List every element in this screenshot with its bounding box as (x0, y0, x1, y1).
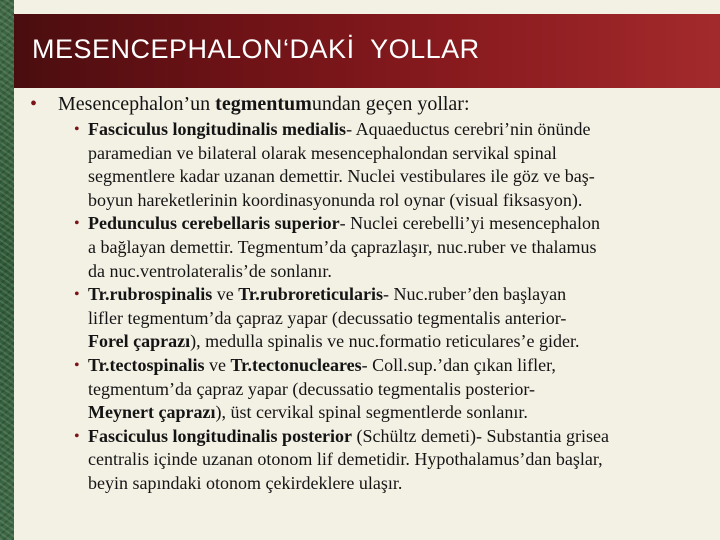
text-segment: segmentlere kadar uzanan demettir. Nuclei vestibulares ile göz ve baş- (88, 166, 595, 187)
list-item-line (88, 189, 720, 213)
bold-term: Meynert çaprazı (88, 402, 216, 423)
list-item-line (88, 330, 720, 354)
bold-term: Tr.rubrospinalis (88, 284, 213, 305)
intro-bullet (30, 92, 720, 116)
intro-text-bold: tegmentum (215, 93, 312, 115)
list-item-line (88, 165, 720, 189)
bold-term: Fasciculus longitudinalis medialis (88, 119, 347, 139)
text-segment: - Coll.sup.’dan çıkan lifler, (361, 354, 556, 375)
text-segment: beyin sapındaki otonom çekirdeklere ulaşır. (88, 472, 403, 493)
list-item (30, 283, 720, 354)
list-item-line (88, 378, 720, 402)
list-item-line (88, 425, 720, 449)
title-bar (14, 14, 720, 88)
text-segment: (Schültz demeti)- Substantia grisea (352, 425, 609, 446)
intro-text-before: Mesencephalon’un (58, 93, 216, 115)
text-segment: ), üst cervikal spinal segmentlerde sonlanır. (215, 402, 528, 423)
sub-bullet-list (30, 118, 720, 496)
list-item (30, 118, 720, 212)
list-item (30, 425, 720, 496)
bullet-icon: • (74, 121, 80, 138)
text-segment: da nuc.ventrolateralis’de sonlanır. (88, 260, 332, 281)
bold-term: Fasciculus longitudinalis posterior (88, 425, 353, 446)
bullet-icon: • (74, 427, 80, 445)
list-item-line (88, 448, 720, 472)
list-item (30, 354, 720, 425)
bullet-icon: • (30, 93, 38, 115)
list-item-line (88, 307, 720, 331)
text-segment: ), medulla spinalis ve nuc.formatio reticulares’e gider. (190, 331, 580, 352)
bullet-icon: • (74, 356, 80, 374)
text-segment: - Aquaeductus cerebri’nin önünde (346, 119, 591, 139)
text-segment: tegmentum’da çapraz yapar (decussatio tegmentalis posterior- (88, 378, 535, 399)
list-item-line (88, 260, 720, 284)
bullet-icon: • (74, 286, 80, 304)
text-segment: boyun hareketlerinin koordinasyonunda rol oynar (visual fiksasyon). (88, 189, 583, 210)
text-segment: - Nuc.ruber’den başlayan (383, 284, 567, 305)
text-segment: lifler tegmentum’da çapraz yapar (decussatio tegmentalis anterior- (88, 307, 567, 328)
intro-text-after: undan geçen yollar: (311, 93, 470, 115)
text-segment: paramedian ve bilateral olarak mesencephalondan servikal spinal (88, 142, 557, 163)
text-segment: - Nuclei cerebelli’yi mesencephalon (339, 213, 601, 234)
bold-term: Tr.rubroreticularis (238, 284, 384, 305)
list-item-line (88, 401, 720, 425)
text-segment: ve (212, 284, 239, 305)
list-item-line (88, 354, 720, 378)
text-segment: centralis içinde uzanan otonom lif demetidir. Hypothalamus’dan başlar, (88, 449, 603, 470)
text-segment: a bağlayan demettir. Tegmentum’da çaprazlaşır, nuc.ruber ve thalamus (88, 236, 597, 257)
bold-term: Forel çaprazı (88, 331, 191, 352)
slide-title: MESENCEPHALON‘DAKİ YOLLAR (32, 34, 480, 64)
bold-term: Tr.tectonucleares (230, 354, 362, 375)
list-item-line (88, 118, 720, 142)
list-item-line (88, 212, 720, 236)
left-decorative-strip (0, 0, 14, 540)
list-item-line (88, 472, 720, 496)
list-item-line (88, 283, 720, 307)
list-item (30, 212, 720, 283)
list-item-line (88, 236, 720, 260)
bold-term: Tr.tectospinalis (88, 354, 205, 375)
list-item-line (88, 142, 720, 166)
bold-term: Pedunculus cerebellaris superior (88, 213, 340, 234)
slide-content (30, 92, 720, 496)
bullet-icon: • (74, 215, 80, 233)
text-segment: ve (204, 354, 231, 375)
